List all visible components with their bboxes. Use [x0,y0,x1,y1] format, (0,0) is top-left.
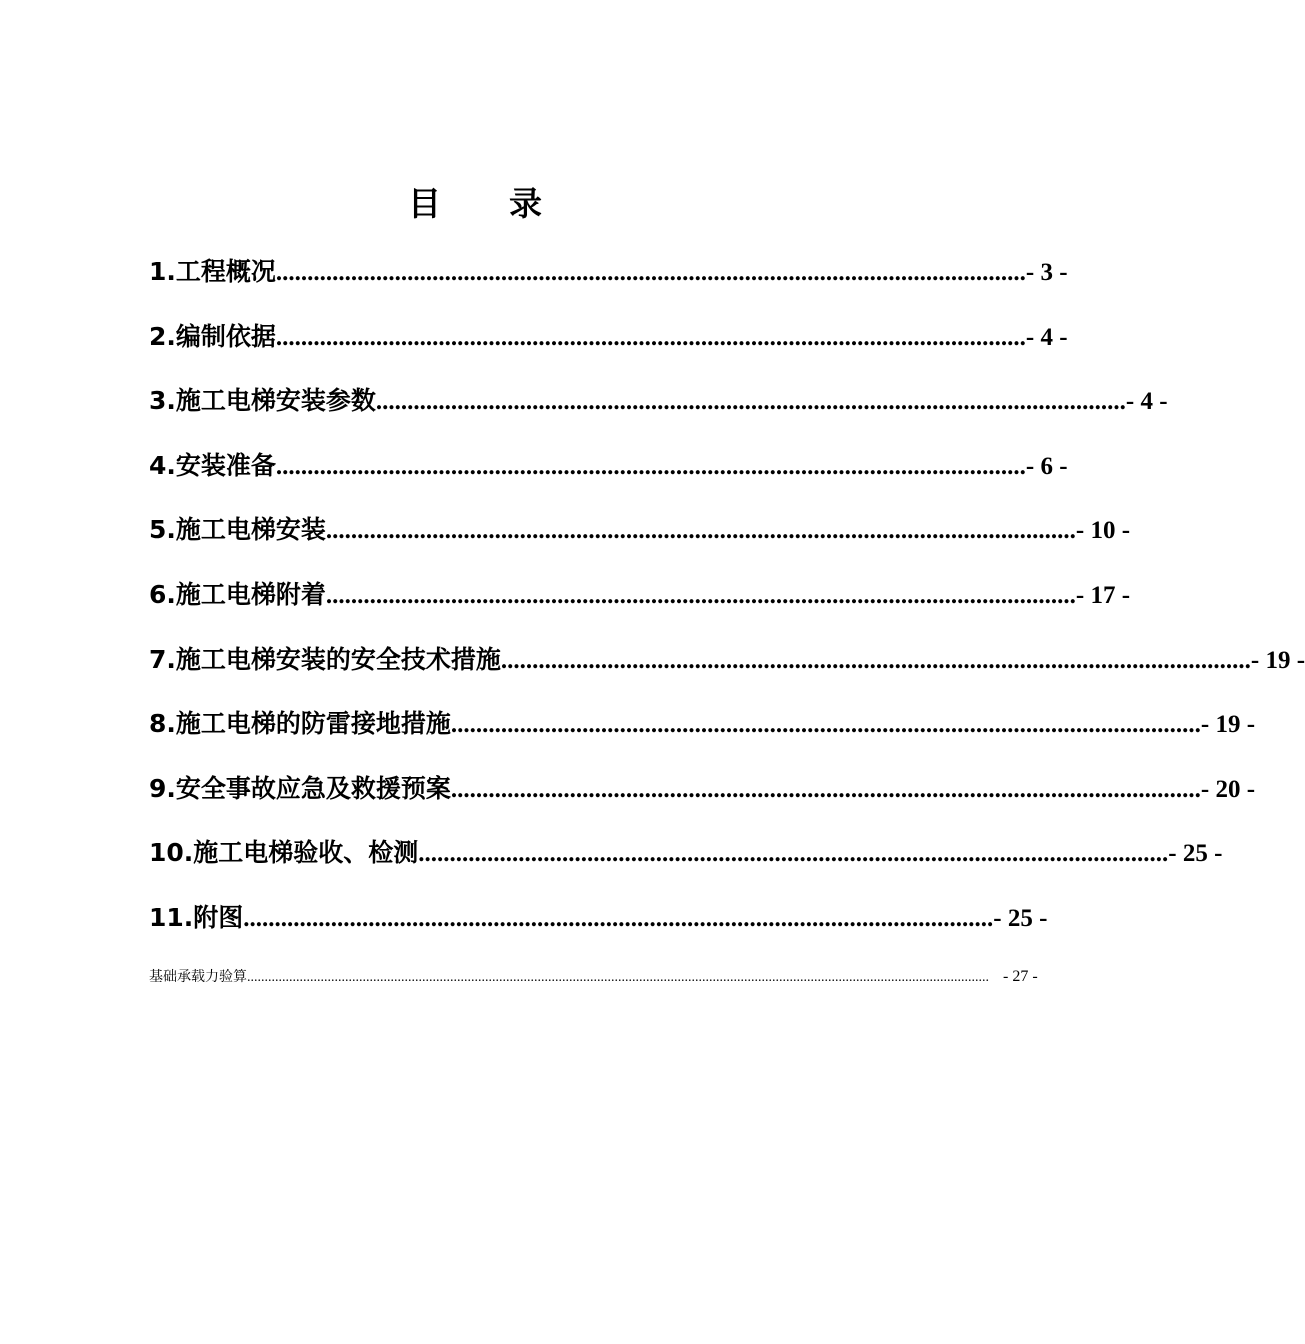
dot-leader: ........................................................................................................................ [418,840,1169,868]
toc-entry[interactable] [149,317,1068,382]
toc-sub-entry-page: - 27 - [1003,968,1038,985]
toc-entry-page: - 4 - [1025,323,1068,351]
table-of-contents [149,252,1305,963]
dot-leader: ........................................................................................................................ [275,259,1026,286]
toc-entry-page: - 6 - [1025,452,1068,480]
toc-entry[interactable] [149,833,1223,898]
toc-entry-label: 6.施工电梯附着 [149,579,326,609]
toc-entry[interactable] [149,381,1168,446]
dot-leader: ........................................................................................................................ [375,388,1126,416]
dot-leader: ........................................................................................................................ [450,775,1201,803]
toc-sub-entry-label: 基础承载力验算 [149,969,247,985]
toc-entry[interactable] [149,704,1256,769]
toc-entry-label: 11.附图 [149,902,244,932]
toc-entry-label: 9.安全事故应急及救援预案 [149,773,451,803]
dot-leader: ........................................................................................................................ [275,323,1026,351]
toc-entry-label: 4.安装准备 [149,450,276,480]
toc-entry-page: - 25 - [993,904,1048,932]
dot-leader: ........................................................................................................................ [243,904,994,932]
toc-entry-page: - 4 - [1125,388,1168,416]
toc-entry[interactable] [149,510,1131,575]
toc-entry-page: - 20 - [1200,775,1256,803]
toc-entry[interactable] [149,575,1131,640]
toc-entry[interactable] [149,769,1256,834]
toc-sub-entry[interactable] [149,966,1038,986]
toc-entry-label: 10.施工电梯验收、检测 [149,838,419,868]
toc-entry-page: - 19 - [1200,711,1256,739]
toc-entry-label: 2.编制依据 [149,321,276,351]
toc-entry-page: - 25 - [1168,840,1223,868]
toc-entry-label: 8.施工电梯的防雷接地措施 [149,709,451,739]
toc-entry-label: 5.施工电梯安装 [149,515,326,545]
toc-entry-page: - 17 - [1075,581,1131,609]
toc-title: 目录 [408,184,610,223]
toc-entry[interactable] [149,898,1048,963]
toc-entry-label: 7.施工电梯安装的安全技术措施 [149,644,501,674]
dot-leader: ........................................................................................................................ [325,517,1076,545]
dot-leader: .................................................................................................................................................................................................................... [247,970,989,985]
toc-entry-page: - 10 - [1075,517,1131,545]
dot-leader: ........................................................................................................................ [325,581,1076,609]
toc-entry[interactable] [149,640,1305,705]
toc-entry-page: - 19 - [1250,646,1305,674]
dot-leader: ........................................................................................................................ [275,452,1026,480]
toc-entry-label: 1.工程概况 [149,257,276,286]
toc-entry[interactable] [149,252,1068,317]
dot-leader: ........................................................................................................................ [450,711,1201,739]
toc-entry-label: 3.施工电梯安装参数 [149,386,376,416]
toc-entry-page: - 3 - [1025,259,1068,286]
toc-entry[interactable] [149,446,1068,511]
dot-leader: ........................................................................................................................ [500,646,1251,674]
